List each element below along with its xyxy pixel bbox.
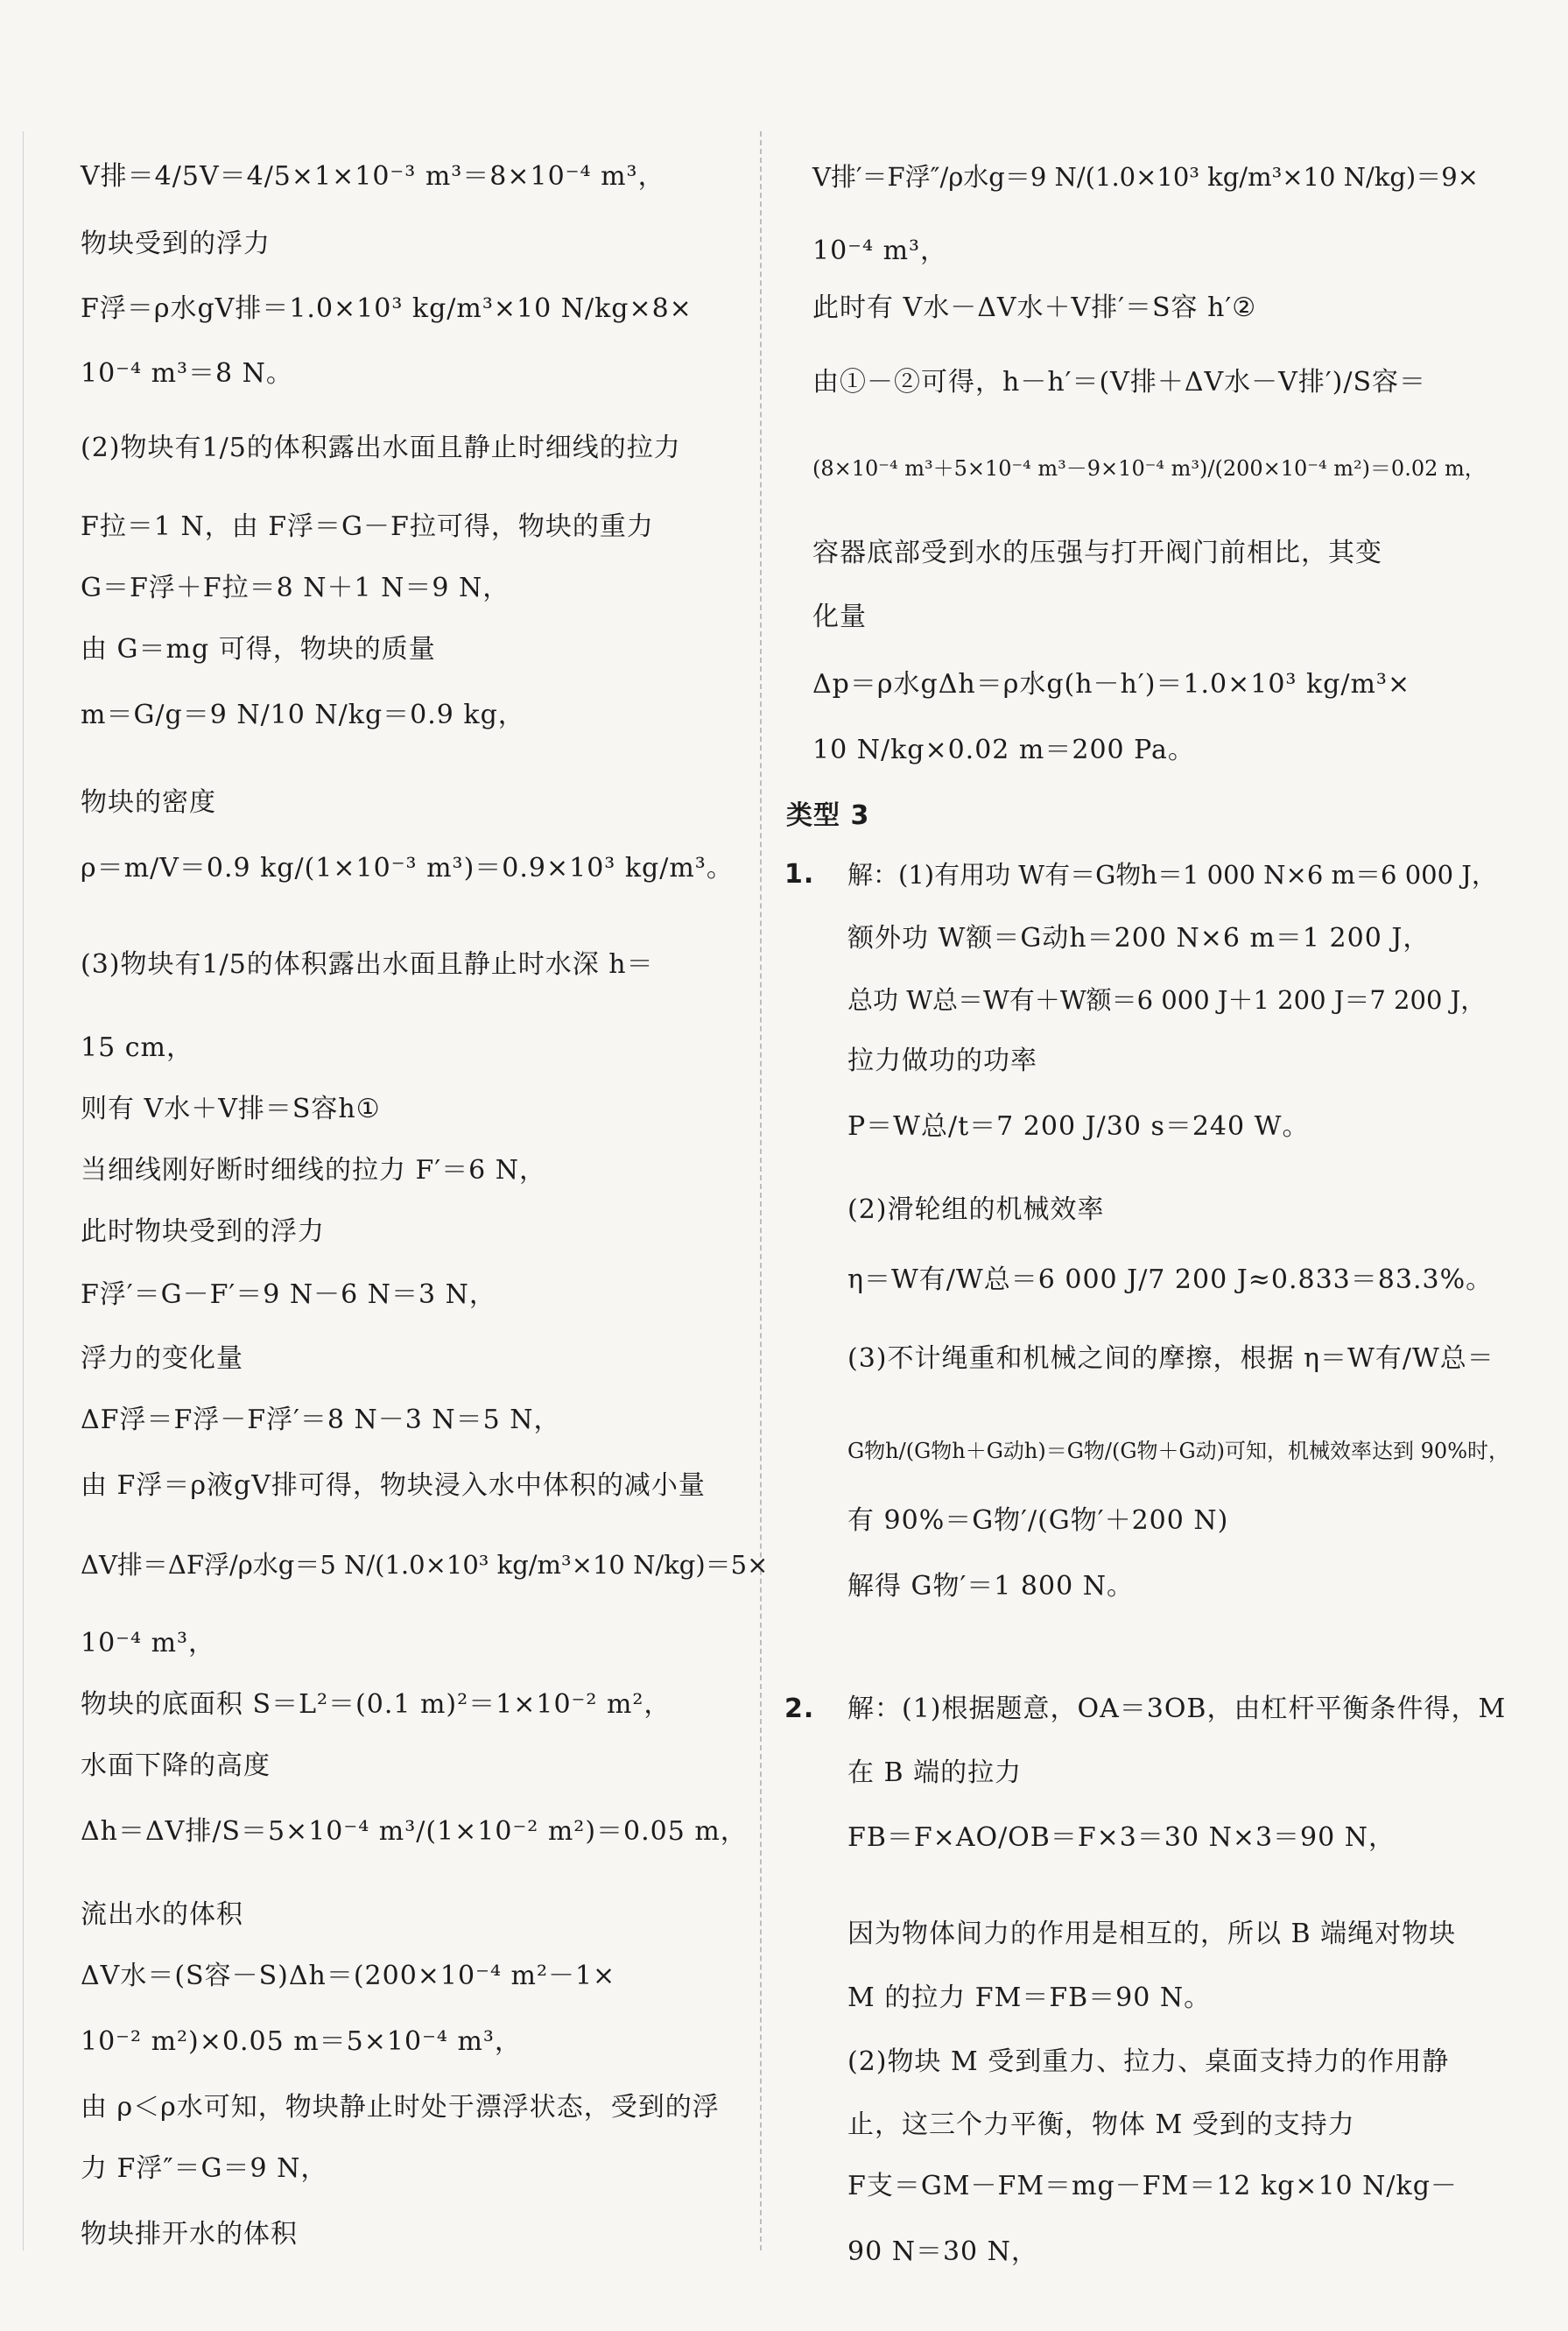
- column-divider: [760, 131, 762, 2250]
- text-line: F支＝GM－FM＝mg－FM＝12 kg×10 N/kg－: [847, 2171, 1458, 2201]
- text-line: V排′＝F浮″/ρ水g＝9 N/(1.0×10³ kg/m³×10 N/kg)＝9×: [812, 162, 1479, 192]
- text-line: m＝G/g＝9 N/10 N/kg＝0.9 kg，: [81, 700, 525, 730]
- text-line: (2)物块有1/5的体积露出水面且静止时细线的拉力: [81, 433, 681, 463]
- text-line: (2)滑轮组的机械效率: [847, 1194, 1105, 1225]
- item-number: 1.: [784, 859, 815, 890]
- text-line: F拉＝1 N，由 F浮＝G－F拉可得，物块的重力: [81, 511, 654, 542]
- text-line: 则有 V水＋V排＝S容h①: [81, 1094, 381, 1124]
- text-line: 水面下降的高度: [81, 1750, 271, 1781]
- text-line: ΔF浮＝F浮－F浮′＝8 N－3 N＝5 N，: [81, 1405, 561, 1435]
- text-line: 10⁻⁴ m³＝8 N。: [81, 358, 293, 389]
- text-line: 90 N＝30 N，: [847, 2236, 1038, 2267]
- text-line: η＝W有/W总＝6 000 J/7 200 J≈0.833＝83.3%。: [847, 1264, 1494, 1295]
- text-line: 此时有 V水－ΔV水＋V排′＝S容 h′②: [812, 292, 1257, 323]
- text-line: 由①－②可得，h－h′＝(V排＋ΔV水－V排′)/S容＝: [812, 367, 1426, 398]
- text-line: (3)物块有1/5的体积露出水面且静止时水深 h＝: [81, 949, 654, 980]
- text-line: (2)物块 M 受到重力、拉力、桌面支持力的作用静: [847, 2046, 1450, 2077]
- text-line: 10 N/kg×0.02 m＝200 Pa。: [812, 735, 1195, 765]
- text-line: 容器底部受到水的压强与打开阀门前相比，其变: [812, 538, 1382, 568]
- text-line: ΔV排＝ΔF浮/ρ水g＝5 N/(1.0×10³ kg/m³×10 N/kg)＝5×: [81, 1550, 769, 1580]
- text-line: 15 cm，: [81, 1032, 193, 1063]
- text-line: 解：(1)根据题意，OA＝3OB，由杠杆平衡条件得，M: [847, 1694, 1507, 1724]
- text-line: ρ＝m/V＝0.9 kg/(1×10⁻³ m³)＝0.9×10³ kg/m³。: [81, 853, 734, 884]
- text-line: 在 B 端的拉力: [847, 1757, 1023, 1788]
- text-line: 总功 W总＝W有＋W额＝6 000 J＋1 200 J＝7 200 J，: [847, 985, 1487, 1015]
- text-line: 额外功 W额＝G动h＝200 N×6 m＝1 200 J，: [847, 923, 1431, 954]
- text-line: 物块的底面积 S＝L²＝(0.1 m)²＝1×10⁻² m²，: [81, 1689, 671, 1720]
- text-line: 解得 G物′＝1 800 N。: [847, 1571, 1134, 1602]
- text-line: 由 G＝mg 可得，物块的质量: [81, 634, 436, 665]
- text-line: G＝F浮＋F拉＝8 N＋1 N＝9 N，: [81, 573, 510, 603]
- text-line: (3)不计绳重和机械之间的摩擦，根据 η＝W有/W总＝: [847, 1343, 1494, 1374]
- text-line: Δh＝ΔV排/S＝5×10⁻⁴ m³/(1×10⁻² m²)＝0.05 m，: [81, 1816, 748, 1847]
- item-number: 2.: [784, 1694, 815, 1724]
- text-line: ΔV水＝(S容－S)Δh＝(200×10⁻⁴ m²－1×: [81, 1961, 616, 1991]
- text-line: 止，这三个力平衡，物体 M 受到的支持力: [847, 2109, 1355, 2140]
- text-line: F浮′＝G－F′＝9 N－6 N＝3 N，: [81, 1279, 496, 1310]
- text-line: FB＝F×AO/OB＝F×3＝30 N×3＝90 N，: [847, 1822, 1396, 1853]
- text-line: 由 ρ＜ρ水可知，物块静止时处于漂浮状态，受到的浮: [81, 2092, 720, 2123]
- text-line: 10⁻⁴ m³，: [81, 1628, 216, 1658]
- text-line: 化量: [812, 602, 867, 632]
- text-line: M 的拉力 FM＝FB＝90 N。: [847, 1982, 1212, 2013]
- text-line: 由 F浮＝ρ液gV排可得，物块浸入水中体积的减小量: [81, 1470, 706, 1501]
- text-line: 解：(1)有用功 W有＝G物h＝1 000 N×6 m＝6 000 J，: [847, 860, 1497, 890]
- text-line: 物块受到的浮力: [81, 229, 271, 259]
- text-line: 物块排开水的体积: [81, 2219, 298, 2250]
- text-line: P＝W总/t＝7 200 J/30 s＝240 W。: [847, 1111, 1310, 1142]
- text-line: 力 F浮″＝G＝9 N，: [81, 2153, 328, 2184]
- text-line: 10⁻² m²)×0.05 m＝5×10⁻⁴ m³，: [81, 2026, 522, 2057]
- text-line: Δp＝ρ水gΔh＝ρ水g(h－h′)＝1.0×10³ kg/m³×: [812, 669, 1411, 700]
- section-heading: 类型 3: [786, 800, 870, 831]
- text-line: 浮力的变化量: [81, 1343, 243, 1374]
- text-line: 物块的密度: [81, 787, 216, 818]
- text-line: 因为物体间力的作用是相互的，所以 B 端绳对物块: [847, 1919, 1457, 1949]
- text-line: 此时物块受到的浮力: [81, 1216, 325, 1247]
- text-line: V排＝4/5V＝4/5×1×10⁻³ m³＝8×10⁻⁴ m³，: [81, 161, 665, 192]
- text-line: 拉力做功的功率: [847, 1046, 1037, 1076]
- margin-line: [23, 131, 24, 2250]
- text-line: (8×10⁻⁴ m³＋5×10⁻⁴ m³－9×10⁻⁴ m³)/(200×10⁻⁴ m²)＝0.02 m，: [812, 456, 1486, 481]
- text-line: 流出水的体积: [81, 1899, 243, 1930]
- text-line: 当细线刚好断时细线的拉力 F′＝6 N，: [81, 1155, 547, 1186]
- text-line: 有 90%＝G物′/(G物′＋200 N): [847, 1505, 1229, 1536]
- text-line: F浮＝ρ水gV排＝1.0×10³ kg/m³×10 N/kg×8×: [81, 293, 693, 324]
- text-line: 10⁻⁴ m³，: [812, 236, 948, 266]
- text-line: G物h/(G物h＋G动h)＝G物/(G物＋G动)可知，机械效率达到 90%时，: [847, 1439, 1509, 1463]
